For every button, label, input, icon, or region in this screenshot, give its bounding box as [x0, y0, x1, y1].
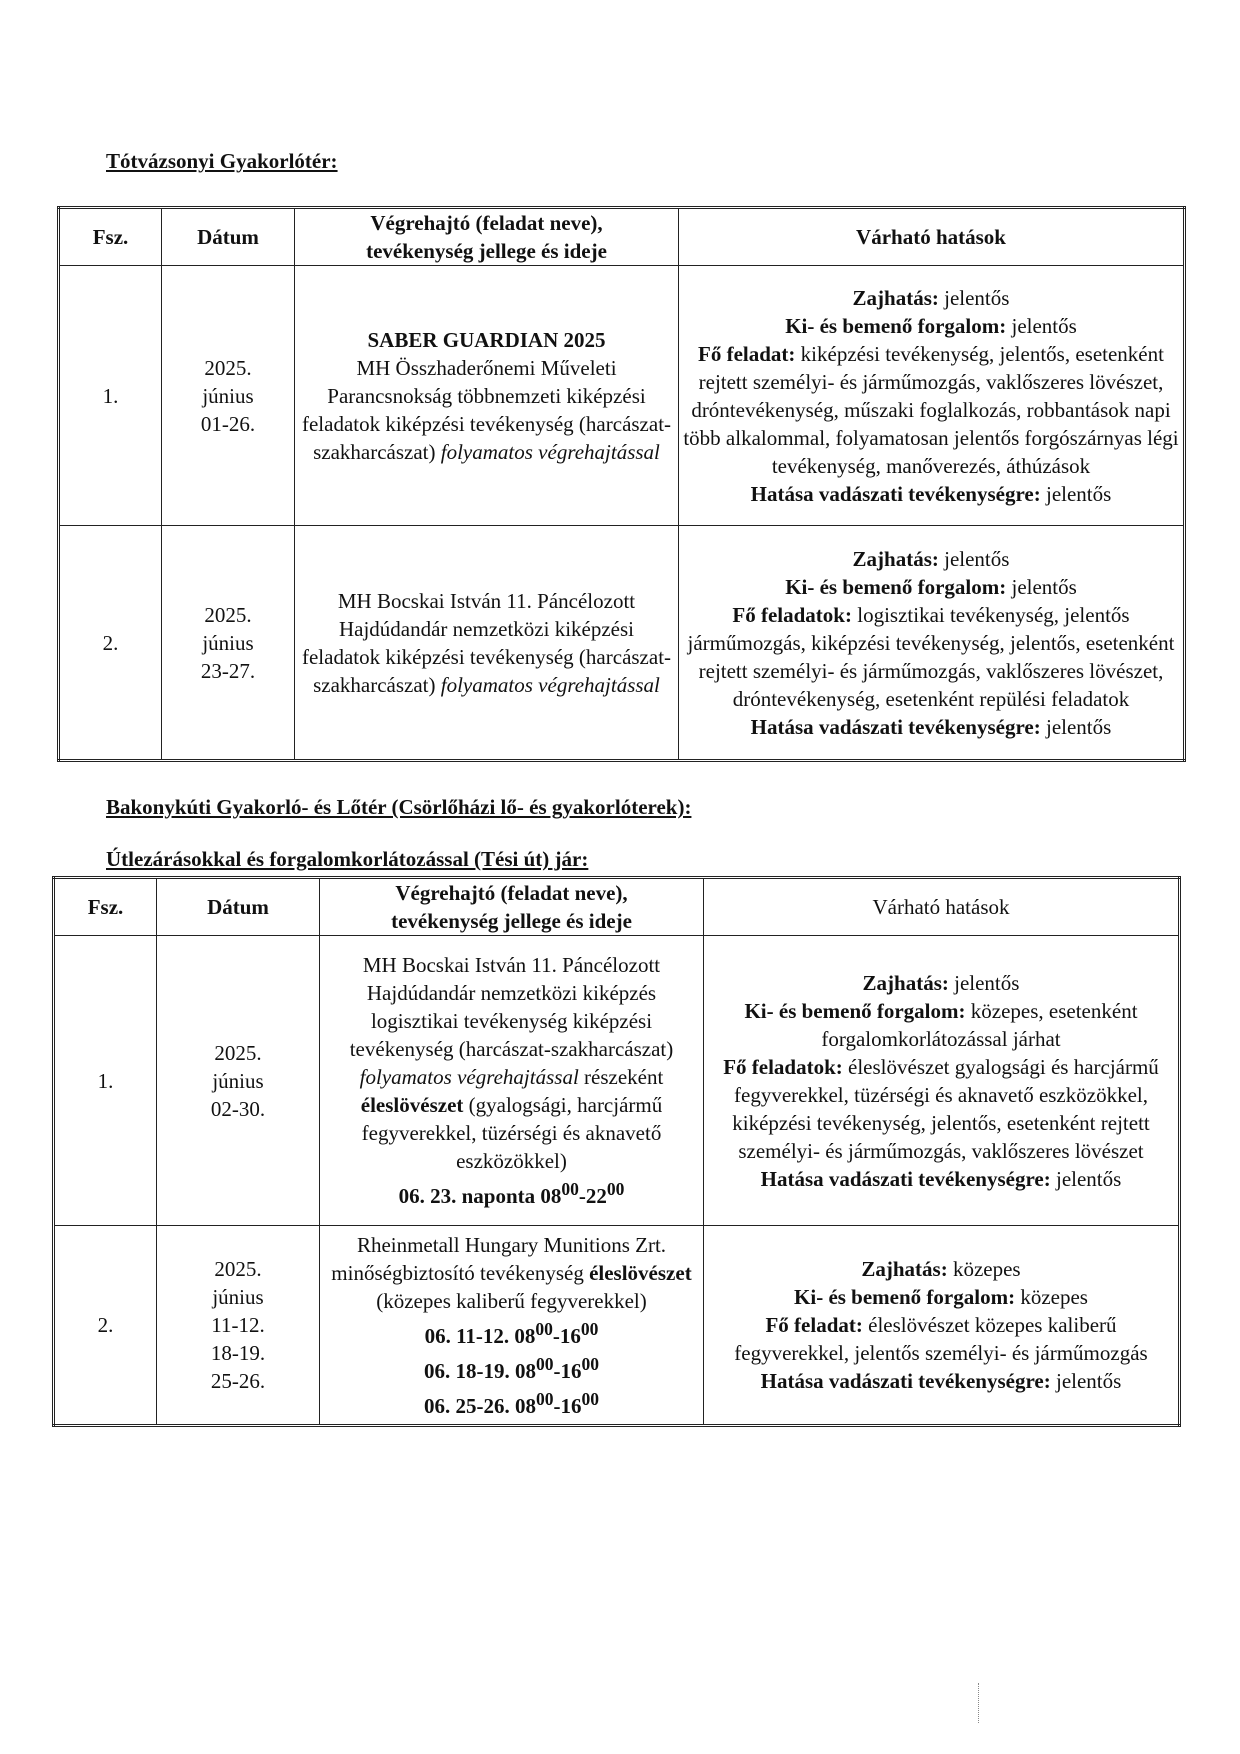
row-date: [157, 936, 320, 1226]
table-row: [54, 936, 1180, 1226]
task-time: 06. 11-12. $08^{00}-16^{00}$: [424, 1318, 599, 1348]
traffic-label: Ki- és bemenő forgalom:: [785, 313, 1007, 338]
row-effects: [704, 1226, 1180, 1426]
scan-artifact-mark: [978, 1683, 981, 1723]
col-header-date: Dátum: [157, 878, 320, 936]
traffic-label: Ki- és bemenő forgalom:: [785, 574, 1007, 599]
row-task: [295, 266, 679, 526]
traffic-label: Ki- és bemenő forgalom:: [744, 998, 966, 1023]
task-text: MH Bocskai István 11. Páncélozott Hajdúdandár nemzetközi kiképzés logisztikai tevékenység kiképzési tevékenység (harcászat-szakharcászat): [349, 953, 674, 1061]
noise-label: Zajhatás:: [852, 285, 939, 310]
traffic-label: Ki- és bemenő forgalom:: [794, 1285, 1016, 1309]
noise-value: jelentős: [948, 970, 1020, 995]
hunting-value: jelentős: [1050, 1166, 1122, 1191]
date-month: június: [202, 630, 254, 655]
row-number: 1.: [54, 936, 157, 1226]
row-task: [320, 1226, 704, 1426]
date-days: 23-27.: [200, 658, 256, 683]
date-month: június: [202, 383, 254, 408]
task-italic: folyamatos végrehajtással: [440, 439, 660, 464]
main-task-value: kiképzési tevékenység, jelentős, esetenként rejtett személyi- és járműmozgás, vaklőszeres lövészet, dróntevékenység, műszaki foglalkozás, robbantások napi több alkalommal, folyamatosan jelentős forgószárnyas légi tevékenység, manőverezés, áthúzások: [683, 341, 1179, 478]
noise-value: jelentős: [938, 546, 1010, 571]
task-bold: éleslövészet: [360, 1093, 464, 1117]
task-time: 06. 25-26. $08^{00}-16^{00}$: [424, 1388, 599, 1418]
col-header-date: Dátum: [162, 208, 295, 266]
hunting-value: jelentős: [1040, 714, 1112, 739]
task-time: 06. 23. naponta $08^{00}-22^{00}$: [398, 1179, 625, 1208]
noise-value: közepes: [947, 1257, 1021, 1281]
task-title: SABER GUARDIAN 2025: [367, 327, 606, 352]
table-header-row: [59, 208, 1185, 266]
row-date: [162, 526, 295, 761]
table-header-row: [54, 878, 1180, 936]
col-header-task: [320, 878, 704, 936]
task-time: 06. 18-19. $08^{00}-16^{00}$: [424, 1353, 599, 1383]
row-effects: [704, 936, 1180, 1226]
row-task: [295, 526, 679, 761]
date-days: 25-26.: [210, 1369, 266, 1393]
main-task-value: éleslövészet közepes kaliberű fegyverekkel, jelentős személyi- és járműmozgás: [734, 1313, 1148, 1365]
task-italic: folyamatos végrehajtással: [440, 672, 660, 697]
hunting-label: Hatása vadászati tevékenységre:: [750, 714, 1041, 739]
col-header-task: [295, 208, 679, 266]
section2-heading: Bakonykúti Gyakorló- és Lőtér (Csörlőházi lő- és gyakorlóterek):: [106, 795, 692, 819]
task-text-3: (közepes kaliberű fegyverekkel): [376, 1288, 647, 1313]
row-number: 2.: [54, 1226, 157, 1426]
traffic-value: közepes: [1015, 1285, 1088, 1309]
col-header-task-line2: tevékenység jellege és ideje: [366, 239, 607, 263]
hunting-label: Hatása vadászati tevékenységre:: [760, 1369, 1051, 1393]
traffic-value: jelentős: [1006, 313, 1077, 338]
col-header-task-line1: Végrehajtó (feladat neve),: [395, 881, 628, 905]
row-date: [162, 266, 295, 526]
main-task-value: éleslövészet gyalogsági és harcjármű fegyverekkel, tüzérségi és aknavető eszközökkel, kiképzési tevékenység, jelentős, esetenként rejtett személyi- és járműmozgás, vaklőszeres lövészet: [732, 1054, 1159, 1163]
col-header-effects: Várható hatások: [704, 878, 1180, 936]
task-text: Rheinmetall Hungary Munitions Zrt. minőségbiztosító tevékenység: [331, 1232, 667, 1285]
section2-subheading: Útlezárásokkal és forgalomkorlátozással (Tési út) jár:: [106, 847, 589, 871]
hunting-value: jelentős: [1040, 481, 1112, 506]
date-days: 18-19.: [210, 1341, 266, 1365]
task-italic: folyamatos végrehajtással: [359, 1065, 579, 1089]
noise-label: Zajhatás:: [861, 1257, 948, 1281]
date-year: 2025.: [204, 355, 252, 380]
hunting-value: jelentős: [1050, 1369, 1122, 1393]
row-task: [320, 936, 704, 1226]
date-year: 2025.: [214, 1257, 262, 1281]
task-text-3: (gyalogsági, harcjármű fegyverekkel, tüzérségi és aknavető eszközökkel): [361, 1093, 663, 1173]
col-header-task-line2: tevékenység jellege és ideje: [391, 909, 632, 933]
date-month: június: [212, 1068, 264, 1093]
main-task-label: Fő feladat:: [765, 1313, 863, 1337]
row-date: [157, 1226, 320, 1426]
hunting-label: Hatása vadászati tevékenységre:: [750, 481, 1041, 506]
task-text-2: részeként: [578, 1065, 664, 1089]
table-row: [59, 266, 1185, 526]
row-effects: [679, 526, 1185, 761]
task-bold: éleslövészet: [589, 1260, 692, 1285]
section2-table: [52, 876, 1181, 1427]
main-task-label: Fő feladatok:: [723, 1054, 843, 1079]
traffic-value: közepes, esetenként forgalomkorlátozással járhat: [821, 998, 1138, 1051]
hunting-label: Hatása vadászati tevékenységre:: [760, 1166, 1051, 1191]
traffic-value: jelentős: [1006, 574, 1077, 599]
section1-heading: Tótvázsonyi Gyakorlótér:: [106, 149, 338, 173]
noise-value: jelentős: [938, 285, 1010, 310]
date-year: 2025.: [204, 602, 252, 627]
main-task-value: logisztikai tevékenység, jelentős járműmozgás, kiképzési tevékenység, jelentős, esetenként rejtett személyi- és járműmozgás, vaklőszeres lövészet, dróntevékenység, esetenként repülési feladatok: [687, 602, 1175, 711]
main-task-label: Fő feladatok:: [732, 602, 852, 627]
date-days: 02-30.: [210, 1096, 266, 1121]
date-year: 2025.: [214, 1040, 262, 1065]
main-task-label: Fő feladat:: [698, 341, 796, 366]
section1-table: [57, 206, 1186, 762]
task-text: MH Összhaderőnemi Műveleti Parancsnokság többnemzeti kiképzési feladatok kiképzési tevékenység (harcászat-szakharcászat): [301, 355, 672, 464]
row-number: 1.: [59, 266, 162, 526]
row-number: 2.: [59, 526, 162, 761]
noise-label: Zajhatás:: [862, 970, 949, 995]
task-text: MH Bocskai István 11. Páncélozott Hajdúdandár nemzetközi kiképzési feladatok kiképzési tevékenység (harcászat-szakharcászat): [301, 588, 672, 697]
row-effects: [679, 266, 1185, 526]
noise-label: Zajhatás:: [852, 546, 939, 571]
col-header-no: Fsz.: [54, 878, 157, 936]
table-row: [59, 526, 1185, 761]
col-header-no: Fsz.: [59, 208, 162, 266]
date-days: 01-26.: [200, 411, 256, 436]
col-header-task-line1: Végrehajtó (feladat neve),: [370, 211, 603, 235]
table-row: [54, 1226, 1180, 1426]
date-month: június: [212, 1285, 264, 1309]
date-days: 11-12.: [211, 1313, 265, 1337]
col-header-effects: Várható hatások: [679, 208, 1185, 266]
